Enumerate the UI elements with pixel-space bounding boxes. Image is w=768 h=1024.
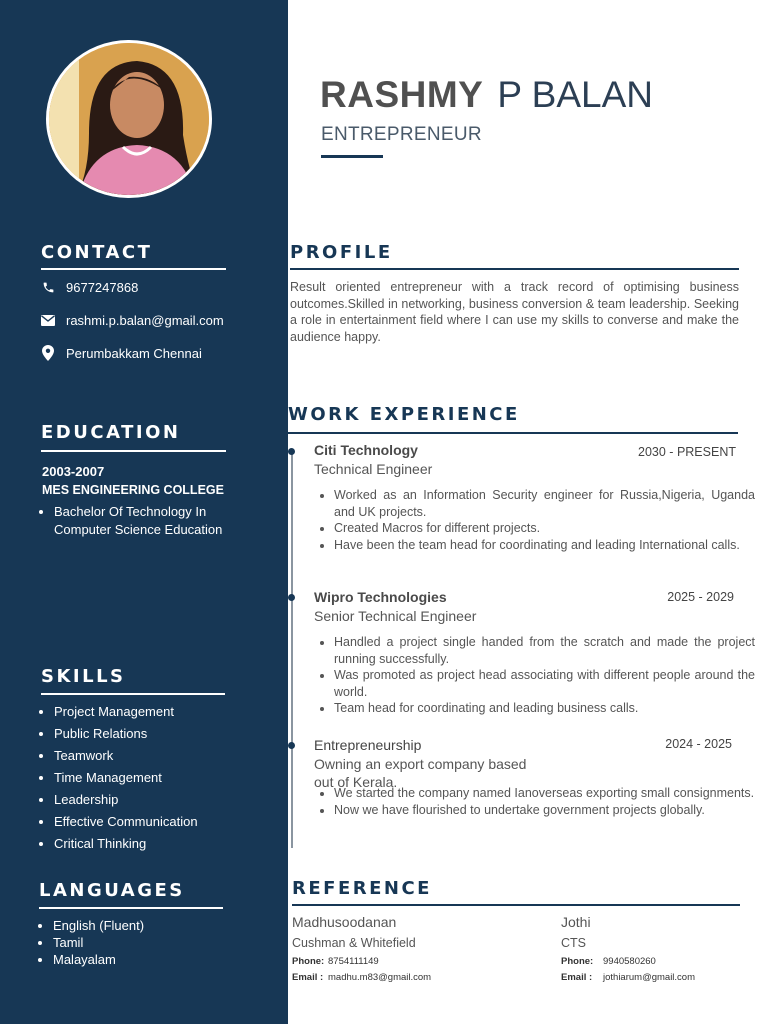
phone-text[interactable]: 9677247868 — [66, 279, 139, 295]
skill-item: • Public Relations — [54, 723, 198, 745]
job-dates: 2030 - PRESENT — [638, 445, 736, 459]
language-item: • Malayalam — [53, 951, 144, 968]
skills-list — [40, 701, 198, 855]
timeline-dot — [288, 594, 295, 601]
education-degree-list — [40, 503, 244, 539]
reference-phone-value[interactable]: 9940580260 — [603, 956, 656, 967]
job-bullet: • Have been the team head for coordinating and leading International calls. — [334, 537, 755, 554]
candidate-name — [320, 74, 653, 116]
job-bullets — [316, 785, 755, 818]
contact-divider — [41, 268, 226, 270]
job-bullet: • Was promoted as project head associating with different people around the world. — [334, 667, 755, 700]
education-college: MES ENGINEERING COLLEGE — [42, 483, 224, 497]
profile-divider — [290, 268, 739, 270]
contact-email — [40, 312, 224, 328]
map-pin-icon — [40, 345, 56, 361]
skills-heading: SKILLS — [41, 666, 126, 687]
education-years: 2003-2007 — [42, 464, 105, 479]
job-bullet: • We started the company named Ianoverseas exporting small consignments. — [334, 785, 755, 802]
phone-label: Phone: — [561, 956, 594, 967]
languages-list — [39, 917, 144, 968]
education-divider — [41, 450, 226, 452]
job-company: Entrepreneurship — [314, 737, 422, 753]
reference-email-value[interactable]: madhu.m83@gmail.com — [328, 972, 432, 983]
reference-phone — [561, 956, 656, 967]
skills-divider — [41, 693, 225, 695]
job-bullet: • Handled a project single handed from the scratch and made the project running successfully. — [334, 634, 755, 667]
profile-heading: PROFILE — [290, 242, 393, 263]
skill-item: • Critical Thinking — [54, 833, 198, 855]
email-label: Email : — [292, 972, 324, 983]
reference-phone-value[interactable]: 8754111149 — [328, 956, 379, 967]
job-title: ENTREPRENEUR — [321, 124, 482, 145]
reference-name: Jothi — [561, 914, 591, 930]
reference-org: CTS — [561, 936, 586, 950]
timeline-dot — [288, 742, 295, 749]
timeline-line — [291, 450, 293, 848]
job-bullets — [316, 634, 755, 717]
skill-item: • Leadership — [54, 789, 198, 811]
skill-item: • Effective Communication — [54, 811, 198, 833]
last-name: P BALAN — [497, 74, 653, 115]
job-company: Wipro Technologies — [314, 589, 447, 605]
skill-item: • Project Management — [54, 701, 198, 723]
language-item: • Tamil — [53, 934, 144, 951]
email-text[interactable]: rashmi.p.balan@gmail.com — [66, 312, 224, 328]
reference-heading: REFERENCE — [292, 878, 432, 899]
job-role: Owning an export company based out of Kerala. — [314, 756, 527, 790]
language-item: • English (Fluent) — [53, 917, 144, 934]
job-bullet: • Worked as an Information Security engineer for Russia,Nigeria, Uganda and UK projects. — [334, 487, 755, 520]
job-bullet: • Team head for coordinating and leading business calls. — [334, 700, 755, 717]
skill-item: • Teamwork — [54, 745, 198, 767]
job-dates: 2025 - 2029 — [667, 590, 734, 604]
phone-label: Phone: — [292, 956, 325, 967]
contact-heading: CONTACT — [41, 242, 153, 263]
education-degree: • Bachelor Of Technology In Computer Science Education — [54, 503, 244, 539]
languages-heading: LANGUAGES — [39, 880, 185, 901]
contact-phone — [40, 279, 138, 295]
phone-icon — [40, 279, 56, 295]
title-underline — [321, 155, 383, 158]
job-company: Citi Technology — [314, 442, 418, 458]
email-label: Email : — [561, 972, 593, 983]
languages-divider — [39, 907, 223, 909]
reference-email — [561, 972, 695, 983]
profile-summary: Result oriented entrepreneur with a track record of optimising business outcomes.Skilled in networking, business conversion & team leadership. Seeking a role in entertainment field where I can use my skills to converse and make the audience happy. — [290, 280, 739, 344]
reference-email — [292, 972, 431, 983]
job-bullet: • Created Macros for different projects. — [334, 520, 755, 537]
timeline-dot — [288, 448, 295, 455]
reference-phone — [292, 956, 379, 967]
location-text: Perumbakkam Chennai — [66, 345, 202, 361]
contact-location — [40, 345, 202, 361]
first-name: RASHMY — [320, 74, 484, 115]
reference-divider — [292, 904, 740, 906]
education-heading: EDUCATION — [41, 422, 181, 443]
reference-org: Cushman & Whitefield — [292, 936, 416, 950]
skill-item: • Time Management — [54, 767, 198, 789]
job-bullets — [316, 487, 755, 553]
work-heading: WORK EXPERIENCE — [288, 404, 520, 425]
profile-photo — [46, 40, 212, 198]
reference-name: Madhusoodanan — [292, 914, 397, 930]
job-bullet: • Now we have flourished to undertake government projects globally. — [334, 802, 755, 819]
job-role: Senior Technical Engineer — [314, 608, 477, 624]
work-divider — [288, 432, 738, 434]
job-dates: 2024 - 2025 — [665, 737, 732, 751]
envelope-icon — [40, 312, 56, 328]
reference-email-value[interactable]: jothiarum@gmail.com — [603, 972, 696, 983]
job-role: Technical Engineer — [314, 461, 433, 477]
sidebar — [0, 0, 288, 1024]
